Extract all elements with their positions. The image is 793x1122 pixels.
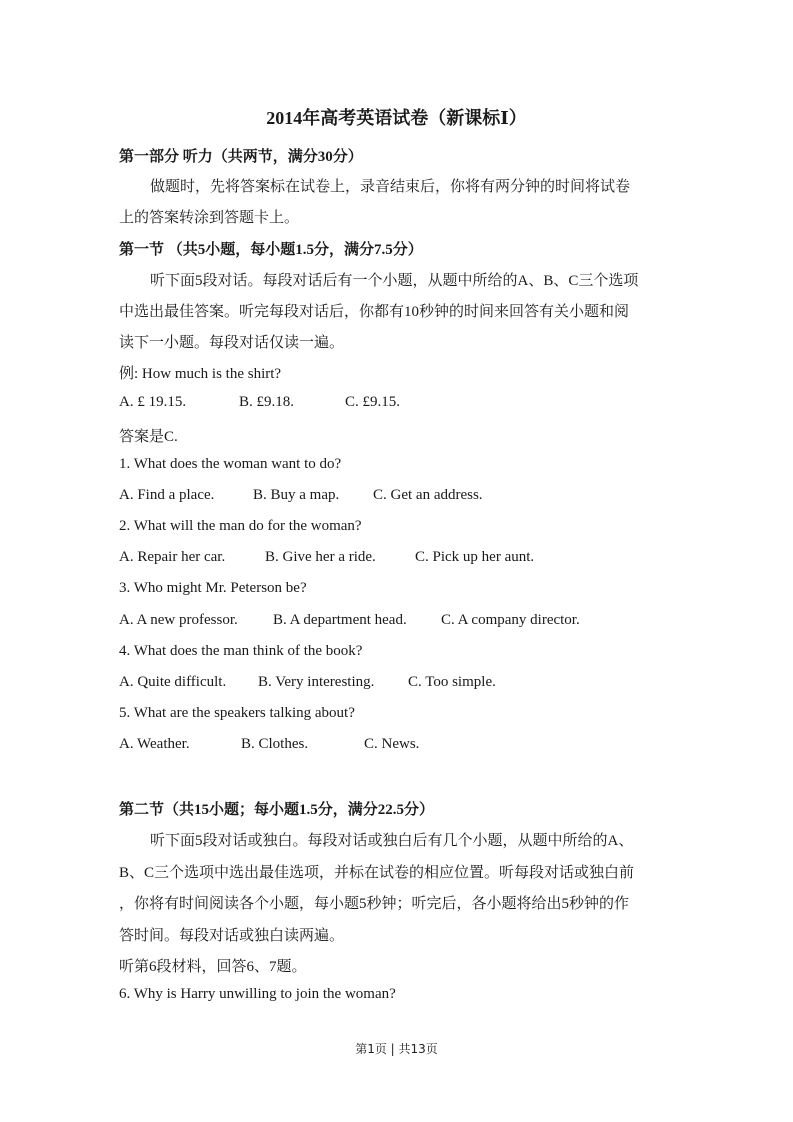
q5-option-c: C. News. — [364, 736, 420, 752]
section2-instr-line2: B、C三个选项中选出最佳选项，并标在试卷的相应位置。听每段对话或独白前 — [119, 865, 635, 881]
q4-option-a: A. Quite difficult. — [119, 674, 227, 690]
q1-option-a: A. Find a place. — [119, 487, 215, 503]
section2-instr-line4: 答时间。每段对话或独白读两遍。 — [119, 928, 345, 944]
q4-option-c: C. Too simple. — [408, 674, 496, 690]
question-4: 4. What does the man think of the book? — [119, 643, 363, 659]
example-question: 例: How much is the shirt? — [119, 366, 282, 382]
question-2: 2. What will the man do for the woman? — [119, 518, 362, 534]
q2-option-a: A. Repair her car. — [119, 549, 226, 565]
q5-option-b: B. Clothes. — [241, 736, 309, 752]
question-5-options — [119, 736, 419, 753]
part1-heading: 第一部分 听力（共两节，满分30分） — [119, 149, 363, 165]
section2-heading: 第二节（共15小题；每小题1.5分，满分22.5分） — [119, 802, 435, 818]
q3-option-b: B. A department head. — [273, 612, 407, 628]
question-3-options — [119, 612, 580, 629]
example-option-b: B. £9.18. — [239, 394, 295, 410]
q3-option-a: A. A new professor. — [119, 612, 238, 628]
section2-instr-line1: 听下面5段对话或独白。每段对话或独白后有几个小题，从题中所给的A、 — [150, 833, 634, 849]
question-5: 5. What are the speakers talking about? — [119, 705, 355, 721]
material-6-prompt: 听第6段材料，回答6、7题。 — [119, 959, 307, 975]
example-option-c: C. £9.15. — [345, 394, 401, 410]
example-option-a: A. £ 19.15. — [119, 394, 187, 410]
page-title: 2014年高考英语试卷（新课标Ⅰ） — [266, 108, 527, 128]
q1-option-b: B. Buy a map. — [253, 487, 340, 503]
page-footer: 第1页 | 共13页 — [355, 1042, 438, 1056]
q1-option-c: C. Get an address. — [373, 487, 483, 503]
question-6: 6. Why is Harry unwilling to join the woman? — [119, 986, 396, 1002]
question-1-options — [119, 487, 483, 504]
section1-heading: 第一节 （共5小题，每小题1.5分，满分7.5分） — [119, 242, 423, 258]
section1-instr-line3: 读下一小题。每段对话仅读一遍。 — [119, 335, 345, 351]
section1-instr-line2: 中选出最佳答案。听完每段对话后，你都有10秒钟的时间来回答有关小题和阅 — [119, 304, 630, 320]
question-2-options — [119, 549, 534, 566]
question-1: 1. What does the woman want to do? — [119, 456, 342, 472]
q2-option-c: C. Pick up her aunt. — [415, 549, 535, 565]
q4-option-b: B. Very interesting. — [258, 674, 375, 690]
part1-intro-line1: 做题时，先将答案标在试卷上，录音结束后，你将有两分钟的时间将试卷 — [150, 179, 631, 195]
question-3: 3. Who might Mr. Peterson be? — [119, 580, 307, 596]
example-answer: 答案是C. — [119, 429, 178, 445]
example-options — [119, 394, 400, 411]
question-4-options — [119, 674, 496, 691]
q5-option-a: A. Weather. — [119, 736, 190, 752]
part1-intro-line2: 上的答案转涂到答题卡上。 — [119, 210, 300, 226]
section2-instr-line3: ，你将有时间阅读各个小题，每小题5秒钟；听完后，各小题将给出5秒钟的作 — [119, 896, 630, 912]
q2-option-b: B. Give her a ride. — [265, 549, 376, 565]
section1-instr-line1: 听下面5段对话。每段对话后有一个小题，从题中所给的A、B、C三个选项 — [150, 273, 639, 289]
q3-option-c: C. A company director. — [441, 612, 580, 628]
